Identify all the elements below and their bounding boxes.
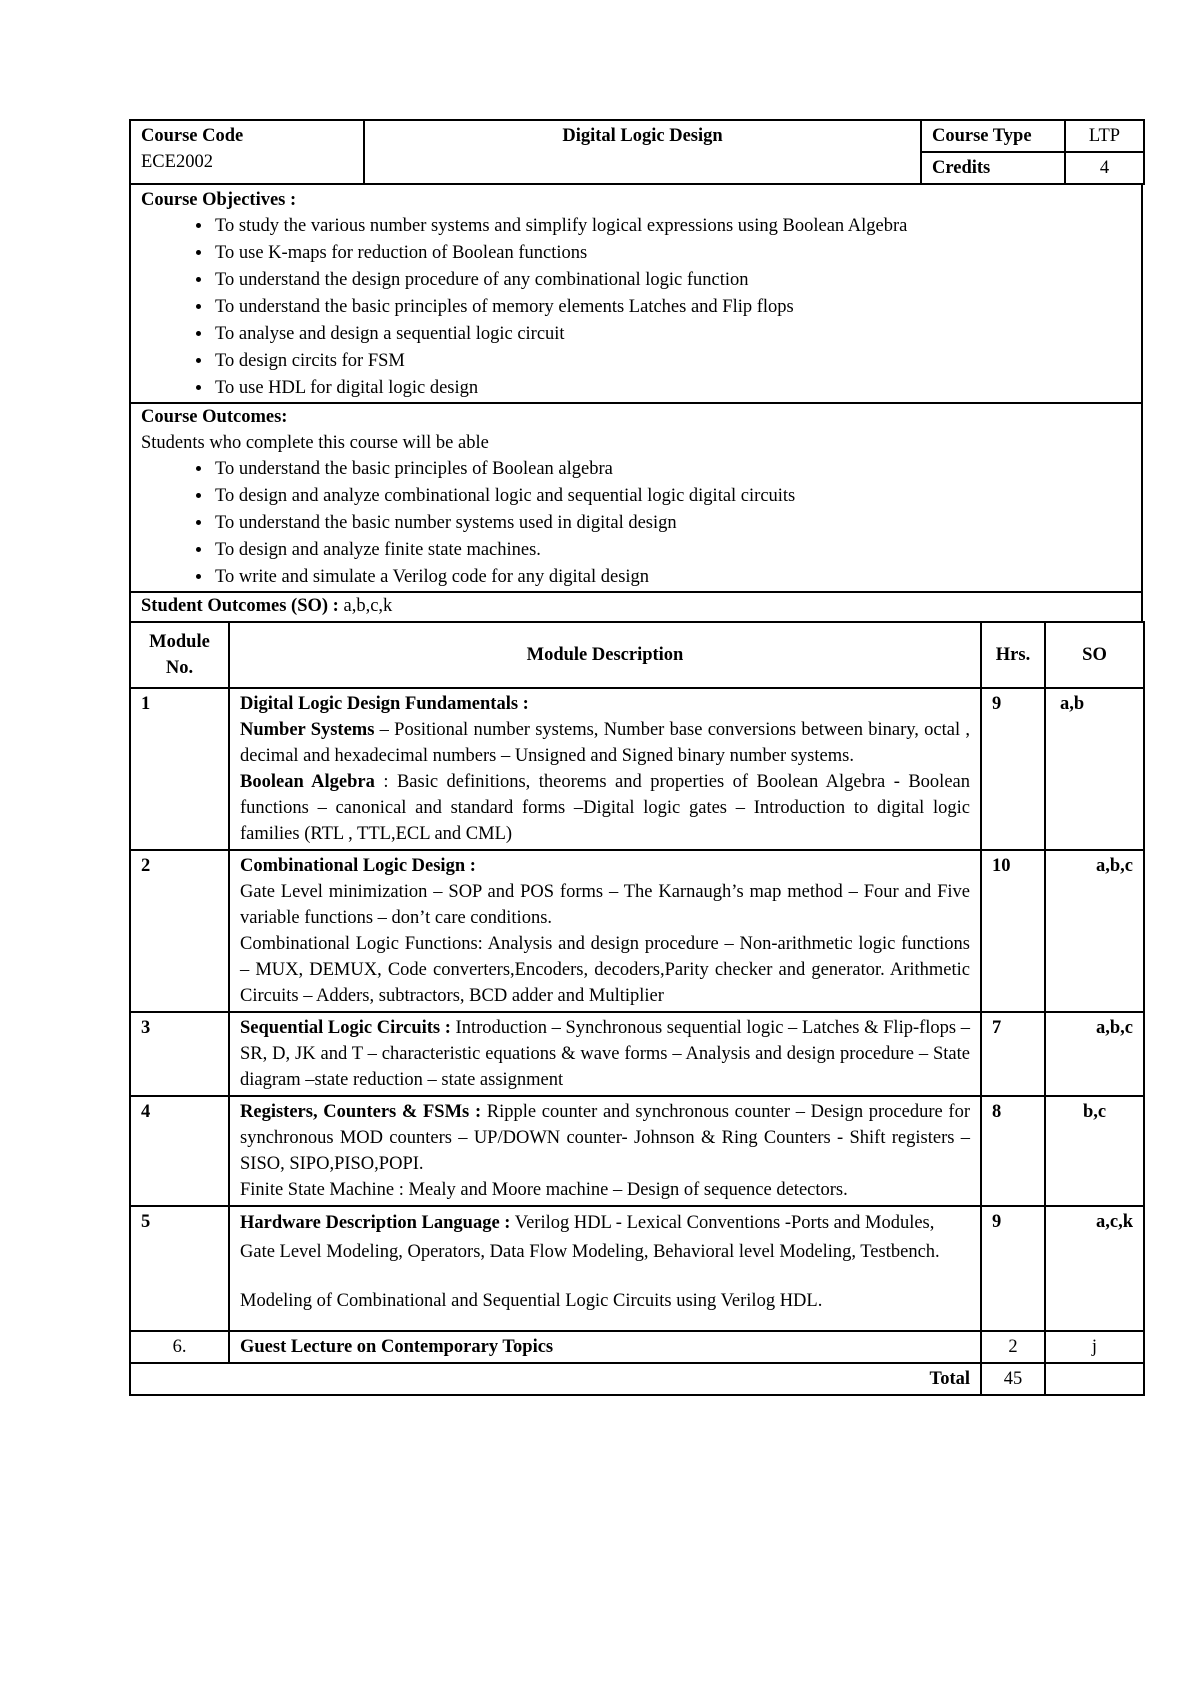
- list-item: • To write and simulate a Verilog code for any digital design: [213, 564, 1131, 591]
- outcomes-intro: Students who complete this course will be able: [141, 433, 489, 453]
- module-text: Gate Level minimization – SOP and POS forms – The Karnaugh’s map method – Four and Five variable functions – don’t care conditions.: [240, 882, 970, 928]
- total-hrs: 45: [981, 1363, 1045, 1395]
- course-header-table: [129, 119, 1145, 185]
- credits-label: Credits: [921, 152, 1065, 184]
- module-text: Finite State Machine : Mealy and Moore machine – Design of sequence detectors.: [240, 1180, 848, 1200]
- module-so: a,b,c: [1045, 1012, 1144, 1096]
- table-row: [130, 1206, 1144, 1331]
- module-title: Combinational Logic Design :: [240, 856, 476, 876]
- course-type: LTP: [1065, 120, 1144, 152]
- module-hrs: 2: [981, 1331, 1045, 1363]
- header-description: Module Description: [229, 622, 981, 688]
- total-so: [1045, 1363, 1144, 1395]
- module-title: Guest Lecture on Contemporary Topics: [229, 1331, 981, 1363]
- list-item: • To understand the basic number systems used in digital design: [213, 510, 1131, 537]
- module-hrs: 7: [981, 1012, 1045, 1096]
- module-no: 5: [130, 1206, 229, 1331]
- module-so: j: [1045, 1331, 1144, 1363]
- table-row: [130, 1096, 1144, 1206]
- module-subtitle: Boolean Algebra: [240, 772, 375, 792]
- outcomes-list: [141, 456, 1131, 591]
- header-module-label: Module: [149, 632, 210, 652]
- list-item: • To study the various number systems and simplify logical expressions using Boolean Algebra: [213, 213, 1131, 240]
- module-so: b,c: [1045, 1096, 1144, 1206]
- outcomes-title: Course Outcomes:: [141, 407, 288, 427]
- module-title: Digital Logic Design Fundamentals :: [240, 694, 529, 714]
- list-item: • To use K-maps for reduction of Boolean functions: [213, 240, 1131, 267]
- outcomes-cell: [130, 403, 1142, 592]
- list-item: • To design and analyze combinational logic and sequential logic digital circuits: [213, 483, 1131, 510]
- objectives-list: [141, 213, 1131, 402]
- module-text: Verilog HDL - Lexical Conventions -Ports and Modules, Gate Level Modeling, Operators, Data Flow Modeling, Behavioral level Modeling, Testbench.: [240, 1213, 940, 1262]
- module-description: [229, 688, 981, 850]
- module-subtitle: Number Systems: [240, 720, 375, 740]
- module-so: a,b: [1045, 688, 1144, 850]
- list-item: • To use HDL for digital logic design: [213, 375, 1131, 402]
- objectives-title: Course Objectives :: [141, 190, 297, 210]
- module-no: 4: [130, 1096, 229, 1206]
- course-code-label: Course Code: [141, 126, 244, 146]
- list-item: • To understand the basic principles of memory elements Latches and Flip flops: [213, 294, 1131, 321]
- module-description: [229, 1096, 981, 1206]
- list-item: • To analyse and design a sequential logic circuit: [213, 321, 1131, 348]
- module-text: Ripple counter and synchronous counter – Design procedure for synchronous MOD counters – UP/DOWN counter- Johnson & Ring Counters - Shift registers – SISO, SIPO,PISO,POPI.: [240, 1102, 970, 1174]
- module-no: 3: [130, 1012, 229, 1096]
- module-so: a,c,k: [1045, 1206, 1144, 1331]
- header-so: SO: [1045, 622, 1144, 688]
- module-no: 1: [130, 688, 229, 850]
- module-text: Modeling of Combinational and Sequential Logic Circuits using Verilog HDL.: [240, 1291, 823, 1311]
- module-title: Sequential Logic Circuits :: [240, 1018, 451, 1038]
- module-text: Combinational Logic Functions: Analysis and design procedure – Non-arithmetic logic functions – MUX, DEMUX, Code converters,Encoders, decoders,Parity checker and generator. Arithmetic Circuits – Adders, subtractors, BCD adder and Multiplier: [240, 934, 970, 1006]
- credits-value: 4: [1065, 152, 1144, 184]
- list-item: • To understand the basic principles of Boolean algebra: [213, 456, 1131, 483]
- course-code-cell: [130, 120, 364, 184]
- module-description: [229, 1206, 981, 1331]
- module-text: Introduction – Synchronous sequential logic – Latches & Flip-flops – SR, D, JK and T – characteristic equations & wave forms – Analysis and design procedure – State diagram –state reduction – state assignment: [240, 1018, 971, 1090]
- table-row: [130, 688, 1144, 850]
- student-outcomes-cell: [130, 592, 1142, 622]
- list-item: • To design and analyze finite state machines.: [213, 537, 1131, 564]
- module-no: 2: [130, 850, 229, 1012]
- student-outcomes-label: Student Outcomes (SO) :: [141, 596, 339, 616]
- header-no-label: No.: [165, 658, 194, 678]
- syllabus-page: [129, 119, 1143, 1396]
- header-module-no: [130, 622, 229, 688]
- module-hrs: 8: [981, 1096, 1045, 1206]
- module-text: : Basic definitions, theorems and properties of Boolean Algebra - Boolean functions – canonical and standard forms –Digital logic gates – Introduction to digital logic families (RTL , TTL,ECL and CML): [240, 772, 970, 844]
- course-title: Digital Logic Design: [364, 120, 921, 184]
- table-row: [130, 1331, 1144, 1363]
- list-item: • To design circits for FSM: [213, 348, 1131, 375]
- module-no: 6.: [130, 1331, 229, 1363]
- objectives-cell: [130, 184, 1142, 403]
- header-hrs: Hrs.: [981, 622, 1045, 688]
- total-row: [130, 1363, 1144, 1395]
- module-hrs: 9: [981, 688, 1045, 850]
- module-hrs: 9: [981, 1206, 1045, 1331]
- table-row: [130, 1012, 1144, 1096]
- module-description: [229, 850, 981, 1012]
- student-outcomes-value: a,b,c,k: [338, 596, 393, 616]
- list-item: • To understand the design procedure of any combinational logic function: [213, 267, 1131, 294]
- course-code: ECE2002: [141, 152, 213, 172]
- module-so: a,b,c: [1045, 850, 1144, 1012]
- total-label: Total: [130, 1363, 981, 1395]
- table-row: [130, 850, 1144, 1012]
- module-text: – Positional number systems, Number base conversions between binary, octal , decimal and hexadecimal numbers – Unsigned and Signed binary number systems.: [240, 720, 970, 766]
- objectives-outcomes-table: [129, 183, 1143, 623]
- module-title: Hardware Description Language :: [240, 1213, 511, 1233]
- module-hrs: 10: [981, 850, 1045, 1012]
- modules-table: [129, 621, 1145, 1396]
- course-type-label: Course Type: [921, 120, 1065, 152]
- module-title: Registers, Counters & FSMs :: [240, 1102, 482, 1122]
- module-description: [229, 1012, 981, 1096]
